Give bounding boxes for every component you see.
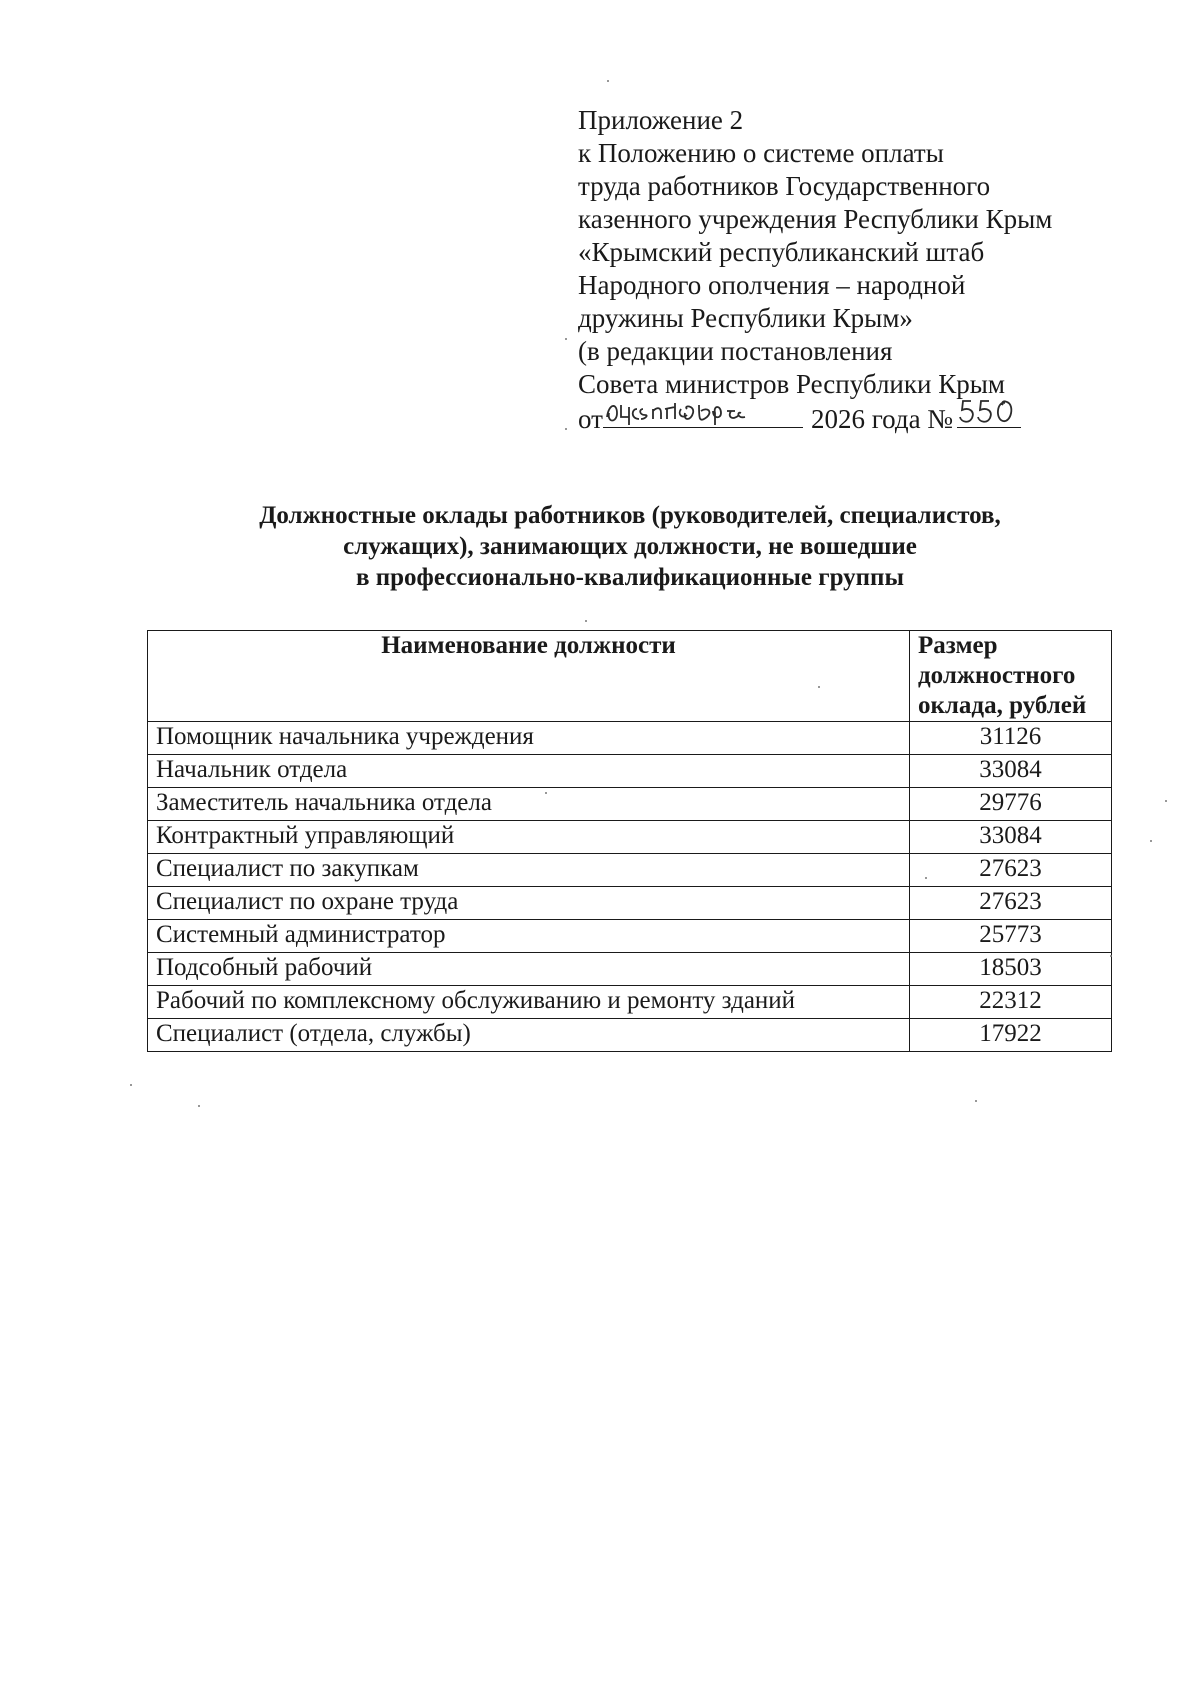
header-amount-line: Размер bbox=[918, 632, 998, 659]
appendix-line: труда работников Государственного bbox=[578, 171, 991, 201]
table-row bbox=[148, 920, 1112, 953]
scan-speck bbox=[130, 1084, 132, 1086]
salary-amount: 29776 bbox=[910, 788, 1112, 821]
scan-speck bbox=[1165, 800, 1167, 802]
table-row bbox=[148, 854, 1112, 887]
scan-speck bbox=[1110, 955, 1112, 957]
table-row bbox=[148, 887, 1112, 920]
table-row bbox=[148, 821, 1112, 854]
salary-amount: 27623 bbox=[910, 854, 1112, 887]
appendix-line: Народного ополчения – народной bbox=[578, 270, 966, 300]
appendix-line: дружины Республики Крым» bbox=[578, 303, 913, 333]
appendix-line: «Крымский республиканский штаб bbox=[578, 237, 985, 267]
year-text: 2026 года № bbox=[810, 404, 954, 434]
scan-speck bbox=[565, 338, 567, 340]
position-name: Заместитель начальника отдела bbox=[148, 788, 910, 821]
position-name: Контрактный управляющий bbox=[148, 821, 910, 854]
salary-amount: 22312 bbox=[910, 986, 1112, 1019]
position-name: Начальник отдела bbox=[148, 755, 910, 788]
title-line: Должностные оклады работников (руководителей, специалистов, bbox=[259, 502, 1001, 529]
position-name: Специалист (отдела, службы) bbox=[148, 1019, 910, 1052]
table-row bbox=[148, 953, 1112, 986]
salary-amount: 33084 bbox=[910, 755, 1112, 788]
scan-speck bbox=[565, 428, 567, 430]
position-name: Системный администратор bbox=[148, 920, 910, 953]
salary-amount: 33084 bbox=[910, 821, 1112, 854]
header-amount-line: должностного bbox=[918, 662, 1076, 689]
scan-speck bbox=[818, 686, 820, 688]
position-name: Помощник начальника учреждения bbox=[148, 722, 910, 755]
scan-speck bbox=[1150, 840, 1152, 842]
position-name: Специалист по охране труда bbox=[148, 887, 910, 920]
table-row bbox=[148, 788, 1112, 821]
table-row bbox=[148, 986, 1112, 1019]
scan-speck bbox=[545, 792, 547, 794]
scan-speck bbox=[198, 1105, 200, 1107]
scan-speck bbox=[925, 877, 927, 879]
date-prefix: от bbox=[578, 404, 603, 434]
salary-amount: 17922 bbox=[910, 1019, 1112, 1052]
appendix-line: Совета министров Республики Крым bbox=[578, 369, 1005, 399]
title-line: в профессионально-квалификационные группы bbox=[356, 564, 904, 591]
scan-speck bbox=[975, 1100, 977, 1102]
handwritten-date-scribble bbox=[603, 395, 803, 429]
position-name: Рабочий по комплексному обслуживанию и ремонту зданий bbox=[148, 986, 910, 1019]
appendix-line: Приложение 2 bbox=[578, 105, 744, 135]
salary-amount: 31126 bbox=[910, 722, 1112, 755]
salary-amount: 25773 bbox=[910, 920, 1112, 953]
title-line: служащих), занимающих должности, не вошедшие bbox=[343, 533, 917, 560]
header-amount-line: оклада, рублей bbox=[918, 692, 1087, 719]
appendix-line: к Положению о системе оплаты bbox=[578, 138, 944, 168]
header-position-name: Наименование должности bbox=[148, 631, 910, 722]
date-line bbox=[578, 401, 1098, 436]
handwritten-number-scribble bbox=[957, 395, 1021, 429]
appendix-line: казенного учреждения Республики Крым bbox=[578, 204, 1053, 234]
table-row bbox=[148, 1019, 1112, 1052]
table-header-row bbox=[148, 631, 1112, 722]
salary-amount: 18503 bbox=[910, 953, 1112, 986]
position-name: Специалист по закупкам bbox=[148, 854, 910, 887]
scan-speck bbox=[607, 80, 609, 82]
handwritten-number bbox=[957, 401, 1021, 428]
document-title bbox=[140, 500, 1120, 593]
salary-table bbox=[147, 630, 1112, 1052]
position-name: Подсобный рабочий bbox=[148, 953, 910, 986]
handwritten-date bbox=[603, 401, 803, 428]
table-row bbox=[148, 755, 1112, 788]
header-salary-amount bbox=[910, 631, 1112, 722]
table-row bbox=[148, 722, 1112, 755]
scan-speck bbox=[585, 620, 587, 622]
salary-amount: 27623 bbox=[910, 887, 1112, 920]
appendix-block bbox=[578, 104, 1098, 436]
appendix-line: (в редакции постановления bbox=[578, 336, 893, 366]
